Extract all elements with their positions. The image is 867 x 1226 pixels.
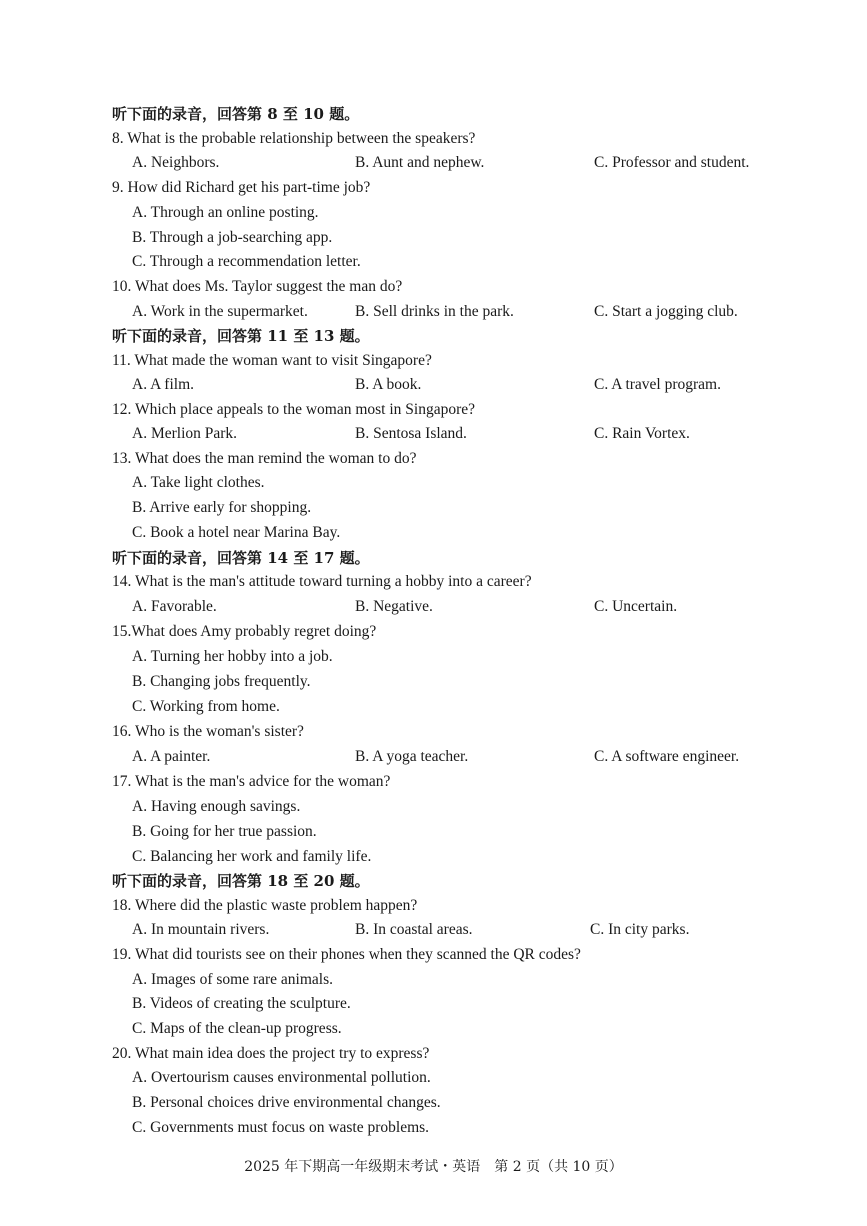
option-c: C. A software engineer.	[594, 748, 740, 765]
section-heading: 听下面的录音，回答第 18 至 20 题。	[112, 872, 370, 890]
option-a: A. Favorable.	[132, 598, 217, 615]
option-b: B. Videos of creating the sculpture.	[132, 995, 351, 1012]
option-a: A. Merlion Park.	[132, 425, 238, 442]
question-stem: 8. What is the probable relationship between the speakers?	[112, 130, 476, 147]
option-b: B. Arrive early for shopping.	[132, 499, 312, 516]
question-stem: 13. What does the man remind the woman to do?	[112, 450, 417, 467]
option-b: B. Going for her true passion.	[132, 823, 317, 840]
option-c: C. Rain Vortex.	[594, 425, 690, 442]
question-stem: 18. Where did the plastic waste problem happen?	[112, 897, 418, 914]
option-c: C. Start a jogging club.	[594, 303, 738, 320]
option-b: B. In coastal areas.	[355, 921, 473, 938]
option-c: C. Working from home.	[132, 698, 280, 715]
option-a: A. In mountain rivers.	[132, 921, 270, 938]
page-footer: 2025 年下期高一年级期末考试・英语 第 2 页（共 10 页）	[244, 1159, 623, 1175]
question-stem: 9. How did Richard get his part-time job?	[112, 179, 371, 196]
option-a: A. Through an online posting.	[132, 204, 319, 221]
option-c: C. Book a hotel near Marina Bay.	[132, 524, 341, 541]
option-b: B. Negative.	[355, 598, 433, 615]
option-b: B. Sell drinks in the park.	[355, 303, 514, 320]
option-c: C. A travel program.	[594, 376, 721, 393]
question-stem: 20. What main idea does the project try to express?	[112, 1045, 430, 1062]
option-c: C. Professor and student.	[594, 154, 750, 171]
option-a: A. A painter.	[132, 748, 211, 765]
option-c: C. Uncertain.	[594, 598, 678, 615]
question-stem: 10. What does Ms. Taylor suggest the man do?	[112, 278, 403, 295]
option-a: A. Take light clothes.	[132, 474, 265, 491]
option-b: B. A yoga teacher.	[355, 748, 469, 765]
option-c: C. Governments must focus on waste problems.	[132, 1119, 430, 1136]
section-heading: 听下面的录音，回答第 8 至 10 题。	[112, 105, 360, 123]
option-b: B. A book.	[355, 376, 422, 393]
question-stem: 17. What is the man's advice for the woman?	[112, 773, 391, 790]
option-a: A. Having enough savings.	[132, 798, 301, 815]
question-stem: 12. Which place appeals to the woman most in Singapore?	[112, 401, 476, 418]
question-stem: 19. What did tourists see on their phones when they scanned the QR codes?	[112, 946, 581, 963]
question-stem: 16. Who is the woman's sister?	[112, 723, 304, 740]
option-c: C. Balancing her work and family life.	[132, 848, 372, 865]
option-b: B. Sentosa Island.	[355, 425, 467, 442]
section-heading: 听下面的录音，回答第 14 至 17 题。	[112, 549, 370, 567]
option-a: A. Turning her hobby into a job.	[132, 648, 333, 665]
option-c: C. Through a recommendation letter.	[132, 253, 361, 270]
option-a: A. Images of some rare animals.	[132, 971, 334, 988]
question-stem: 14. What is the man's attitude toward turning a hobby into a career?	[112, 573, 532, 590]
question-stem: 11. What made the woman want to visit Singapore?	[112, 352, 432, 369]
option-a: A. Neighbors.	[132, 154, 220, 171]
option-b: B. Personal choices drive environmental changes.	[132, 1094, 441, 1111]
option-b: B. Changing jobs frequently.	[132, 673, 311, 690]
option-c: C. Maps of the clean-up progress.	[132, 1020, 342, 1037]
option-a: A. A film.	[132, 376, 195, 393]
option-c: C. In city parks.	[590, 921, 690, 938]
option-a: A. Work in the supermarket.	[132, 303, 308, 320]
option-b: B. Through a job-searching app.	[132, 229, 333, 246]
question-stem: 15.What does Amy probably regret doing?	[112, 623, 377, 640]
option-b: B. Aunt and nephew.	[355, 154, 485, 171]
section-heading: 听下面的录音，回答第 11 至 13 题。	[112, 327, 370, 345]
option-a: A. Overtourism causes environmental pollution.	[132, 1069, 431, 1086]
